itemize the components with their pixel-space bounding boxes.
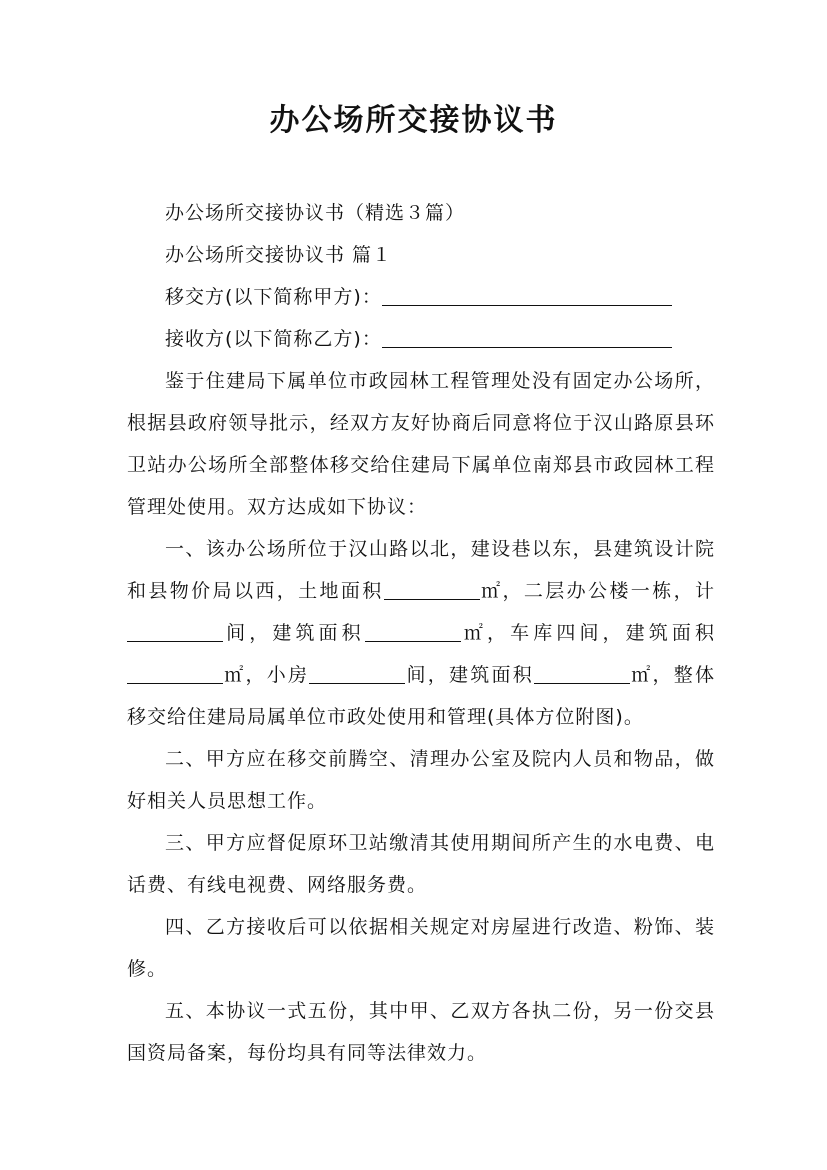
clause-1-paragraph — [127, 528, 715, 738]
intro-paragraph: 鉴于住建局下属单位市政园林工程管理处没有固定办公场所，根据县政府领导批示，经双方友好协商后同意将位于汉山路原县环卫站办公场所全部整体移交给住建局下属单位南郑县市政园林工程管理处使用。双方达成如下协议： — [127, 370, 715, 518]
party-a-line — [127, 276, 715, 318]
party-a-blank — [382, 286, 672, 306]
clause-1-text-d: ㎡，车库四间，建筑面积 — [460, 622, 715, 644]
document-title: 办公场所交接协议书 — [269, 103, 558, 138]
clause-4-paragraph: 四、乙方接收后可以依据相关规定对房屋进行改造、粉饰、装修。 — [127, 916, 715, 980]
party-b-blank — [382, 328, 672, 348]
garage-area-blank — [127, 664, 223, 684]
small-rooms-blank — [309, 664, 405, 684]
land-area-blank — [384, 580, 480, 600]
building-area-blank — [365, 622, 461, 642]
clause-3-paragraph: 三、甲方应督促原环卫站缴清其使用期间所产生的水电费、电话费、有线电视费、网络服务费。 — [127, 832, 715, 896]
clause-2-paragraph: 二、甲方应在移交前腾空、清理办公室及院内人员和物品，做好相关人员思想工作。 — [127, 748, 715, 812]
party-a-label: 移交方(以下简称甲方)： — [165, 286, 382, 308]
subtitle: 办公场所交接协议书（精选３篇） — [165, 202, 466, 224]
document-body — [127, 192, 715, 1074]
clause-5-paragraph: 五、本协议一式五份，其中甲、乙双方各执二份，另一份交县国资局备案，每份均具有同等法律效力。 — [127, 1000, 715, 1064]
clause-1-text-b: ㎡，二层办公楼一栋，计 — [479, 580, 715, 602]
section-heading: 办公场所交接协议书 篇１ — [165, 244, 393, 266]
clause-1-text-a: 一、该办公场所位于汉山路以北，建设巷以东，县建筑设计院和县物价局以西，土地面积 — [127, 538, 715, 602]
party-b-line — [127, 318, 715, 360]
clause-1-text-c: 间，建筑面积 — [223, 622, 365, 644]
clause-1-text-e: ㎡，小房 — [223, 664, 310, 686]
clause-1-text-g: ㎡，整体移交给住建局局属单位市政处使用和管理(具体方位附图)。 — [127, 664, 715, 728]
party-b-label: 接收方(以下简称乙方)： — [165, 328, 382, 350]
rooms-blank — [127, 622, 223, 642]
clause-1-text-f: 间，建筑面积 — [405, 664, 534, 686]
small-room-area-blank — [534, 664, 630, 684]
